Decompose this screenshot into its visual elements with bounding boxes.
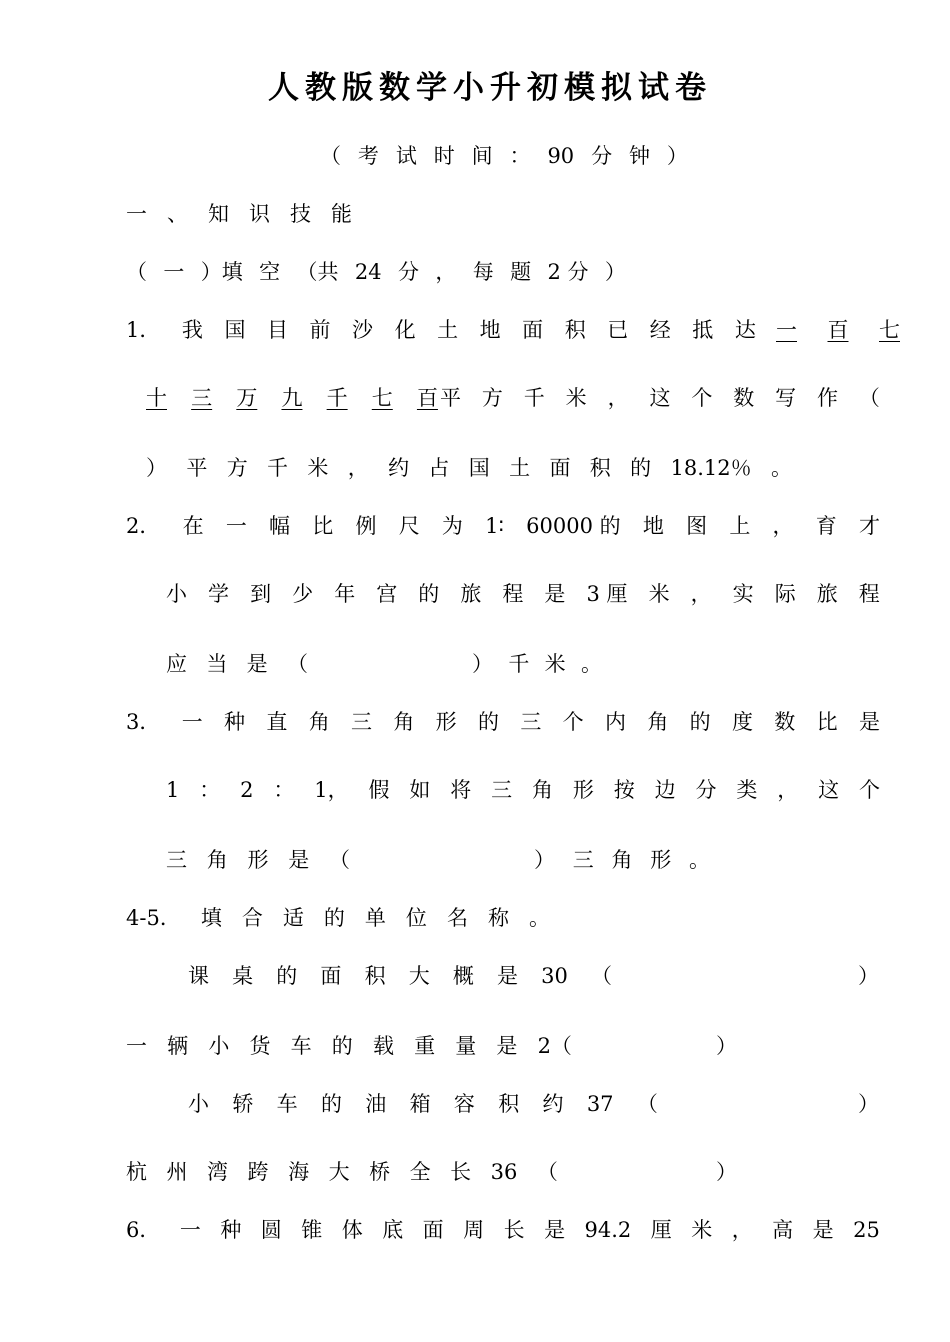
text-token: 体 [341,1218,363,1242]
text-token: 圆 [260,1218,282,1242]
text-token: 空 [259,260,281,284]
text-token: 应 [166,652,187,676]
text-token: 实 [732,582,754,606]
text-token: 量 [455,1034,477,1058]
text-token: 程 [858,582,880,606]
text-token: ） [472,652,493,676]
text-token: 的 [418,582,440,606]
text-token: 的 [320,1092,342,1116]
text-token: 2（ [537,1034,572,1058]
question-4-5-item-c [188,1088,658,1118]
text-token: 一 [776,318,797,342]
text-token: 类 [736,778,758,802]
text-token: 个 [691,386,713,410]
question-1-line-2 [440,382,880,412]
text-token: 程 [502,582,524,606]
text-token: ） [534,848,555,872]
text-token: 例 [355,514,377,538]
text-token: 角 [308,710,330,734]
text-token: 米 [648,582,670,606]
text-token: 桥 [369,1160,391,1184]
text-token: （共 [296,260,339,284]
text-token: 90 [547,144,575,168]
question-2-line-3-after-blank [472,648,602,678]
exam-duration [320,140,688,170]
text-token: 角 [206,848,228,872]
text-token: 试 [395,144,417,168]
text-token: 杭 [126,1160,147,1184]
text-token: 少 [292,582,314,606]
text-token: 三 [520,710,542,734]
text-token: 三 [572,848,594,872]
text-token: 我 [181,318,203,342]
text-token: （ [329,848,350,872]
question-1-underlined-number-part-2 [146,382,438,412]
text-token: ） [604,260,626,284]
text-token: 千 [523,386,545,410]
text-token: 的 [331,1034,353,1058]
text-token: 分 [397,260,419,284]
text-token: 轿 [232,1092,254,1116]
text-token: ， [435,260,457,284]
text-token: ， [607,386,629,410]
text-token: 千 [326,386,348,410]
text-token: 面 [522,318,544,342]
question-4-5-item-b [126,1030,572,1060]
text-token: （ [126,260,147,284]
text-token: 比 [816,710,838,734]
text-token: 位 [405,906,427,930]
text-token: 底 [382,1218,404,1242]
text-token: 育 [815,514,837,538]
text-token: 60000 的 [526,514,621,538]
text-token: 占 [428,456,450,480]
text-token: 面 [549,456,571,480]
text-token: 方 [481,386,503,410]
text-token: 地 [479,318,501,342]
text-token: 每 [472,260,494,284]
text-token: 地 [642,514,664,538]
text-token: 分 [695,778,717,802]
text-token: 大 [328,1160,350,1184]
question-4-5-item-a [188,960,612,990]
text-token: 在 [182,514,204,538]
text-token: 钟 [628,144,650,168]
text-token: 2 [240,778,254,802]
text-token: 载 [372,1034,394,1058]
text-token: 种 [224,710,246,734]
text-token: 形 [650,848,672,872]
text-token: 积 [564,318,586,342]
text-token: 长 [503,1218,525,1242]
text-token: 知 [208,202,229,226]
question-4-5-item-d [126,1156,558,1186]
text-token: 1 [166,778,180,802]
text-token: 题 [510,260,532,284]
question-4-5-item-c-close: ） [858,1092,879,1116]
text-token: 2 分 [547,260,589,284]
question-6-line-1 [126,1214,880,1244]
text-token: 一 [126,1034,147,1058]
text-token: 积 [589,456,611,480]
text-token: 写 [775,386,797,410]
text-token: 假 [368,778,390,802]
text-token: 37 [586,1092,614,1116]
text-token: 锥 [301,1218,323,1242]
question-3-line-1 [126,706,880,736]
text-token: 。 [689,848,710,872]
text-token: 土 [437,318,459,342]
text-token: 米 [565,386,587,410]
text-token: 是 [858,710,880,734]
text-token: 尺 [398,514,420,538]
text-token: ， [731,1218,753,1242]
text-token: 角 [532,778,553,802]
text-token: 识 [249,202,270,226]
text-token: 概 [452,964,474,988]
text-token: 单 [364,906,386,930]
section-heading [126,198,352,228]
text-token: 面 [422,1218,444,1242]
text-token: （ [536,1160,558,1184]
text-token: 厘 [650,1218,672,1242]
text-token: 土 [509,456,531,480]
question-1-line-1 [126,314,756,344]
text-token: （ [858,386,880,410]
text-token: ： [199,778,221,802]
text-token: 才 [858,514,880,538]
text-token: 米 [307,456,329,480]
text-token: 目 [266,318,288,342]
text-token: 十 [146,386,167,410]
text-token: 油 [365,1092,387,1116]
text-token: 是 [246,652,268,676]
text-token: 的 [630,456,652,480]
text-token: 2． [126,514,161,538]
text-token: ， [772,514,794,538]
text-token: 18.12％ [670,456,752,480]
text-token: 小 [166,582,187,606]
text-token: ， [347,456,369,480]
text-token: 年 [334,582,356,606]
text-token: 旅 [816,582,838,606]
text-token: 海 [288,1160,310,1184]
text-token: 数 [733,386,755,410]
text-token: 一 [163,260,185,284]
text-token: 学 [208,582,230,606]
text-token: 州 [166,1160,188,1184]
exam-title: 人教版数学小升初模拟试卷 [268,70,712,106]
text-token: 沙 [352,318,374,342]
text-token: （ [591,964,612,988]
question-4-5-item-b-close: ） [716,1034,737,1058]
text-token: 周 [463,1218,485,1242]
text-token: 小 [208,1034,230,1058]
text-token: 边 [654,778,676,802]
text-token: 按 [613,778,635,802]
text-token: 一 [181,710,203,734]
text-token: ， [777,778,799,802]
text-token: 幅 [269,514,291,538]
text-token: 大 [408,964,430,988]
question-2-line-2 [166,578,880,608]
text-token: 是 [544,582,566,606]
text-token: 是 [812,1218,834,1242]
text-token: 这 [649,386,671,410]
text-token: 国 [224,318,246,342]
text-token: ） [666,144,688,168]
text-token: 积 [364,964,386,988]
text-token: 一 [225,514,247,538]
text-token: 3． [126,710,161,734]
text-token: 时 [433,144,455,168]
text-token: 抵 [692,318,714,342]
text-token: 平 [186,456,208,480]
text-token: 货 [249,1034,271,1058]
text-token: 个 [562,710,584,734]
text-token: 。 [770,456,792,480]
text-token: 当 [206,652,228,676]
text-token: 旅 [460,582,482,606]
text-token: 图 [686,514,708,538]
text-token: 米 [691,1218,713,1242]
text-token: 、 [167,202,188,226]
text-token: 填 [200,906,222,930]
text-token: 种 [220,1218,242,1242]
text-token: （ [320,144,341,168]
question-4-5-heading [126,902,550,932]
text-token: 36 [490,1160,518,1184]
question-1-underlined-number-part-1 [776,314,900,344]
text-token: 形 [435,710,457,734]
text-token: ： [509,144,531,168]
text-token: 际 [774,582,796,606]
text-token: 国 [468,456,490,480]
text-token: 化 [394,318,416,342]
text-token: 个 [859,778,880,802]
text-token: ） [146,456,167,480]
text-token: 百 [416,386,438,410]
text-token: 经 [649,318,671,342]
text-token: 。 [580,652,602,676]
text-token: 适 [282,906,304,930]
text-token: ： [273,778,295,802]
text-token: 一 [179,1218,201,1242]
text-token: 积 [498,1092,520,1116]
text-token: 方 [226,456,248,480]
text-token: 平 [440,386,461,410]
text-token: 七 [879,318,900,342]
text-token: 形 [572,778,594,802]
text-token: 七 [371,386,393,410]
question-1-line-3 [146,452,792,482]
text-token: 的 [323,906,345,930]
text-token: 湾 [207,1160,229,1184]
text-token: 如 [409,778,431,802]
text-token: 是 [496,964,518,988]
text-token: 已 [607,318,629,342]
text-token: 1∶ [485,514,504,538]
text-token: 容 [453,1092,475,1116]
text-token: 技 [290,202,311,226]
text-token: 考 [357,144,379,168]
question-4-5-item-d-close: ） [716,1160,737,1184]
text-token: 24 [354,260,382,284]
text-token: 三 [491,778,513,802]
text-token: 30 [541,964,568,988]
question-3-line-3-after-blank [534,844,710,874]
text-token: 将 [450,778,472,802]
text-token: 百 [827,318,849,342]
text-token: 宫 [376,582,398,606]
text-token: 能 [331,202,352,226]
text-token: 的 [276,964,298,988]
text-token: 合 [241,906,263,930]
text-token: 重 [414,1034,436,1058]
text-token: 三 [191,386,213,410]
text-token: 到 [250,582,272,606]
text-token: 作 [817,386,839,410]
text-token: 车 [276,1092,298,1116]
question-4-5-item-a-close: ） [858,964,879,988]
text-token: 米 [544,652,566,676]
question-2-line-3-before-blank [166,648,308,678]
text-token: 数 [774,710,796,734]
text-token: 度 [731,710,753,734]
text-token: 约 [542,1092,564,1116]
text-token: 的 [478,710,499,734]
text-token: 全 [409,1160,431,1184]
text-token: 约 [388,456,410,480]
text-token: 称 [487,906,509,930]
text-token: 角 [611,848,633,872]
text-token: 课 [188,964,209,988]
text-token: 面 [320,964,342,988]
text-token: 内 [604,710,626,734]
text-token: 角 [393,710,415,734]
text-token: 名 [446,906,468,930]
text-token: 6． [126,1218,161,1242]
text-token: 这 [818,778,840,802]
text-token: 为 [441,514,463,538]
text-token: 形 [247,848,269,872]
text-token: 桌 [232,964,254,988]
question-2-line-1 [126,510,880,540]
text-token: （ [286,652,308,676]
text-token: 间 [471,144,493,168]
text-token: 三 [166,848,187,872]
text-token: 万 [236,386,258,410]
text-token: ）填 [200,260,243,284]
part-heading [126,256,626,286]
text-token: 千 [508,652,530,676]
text-token: 跨 [247,1160,269,1184]
text-token: 4-5． [126,906,181,930]
text-token: ， [690,582,712,606]
text-token: 分 [591,144,613,168]
text-token: 三 [351,710,373,734]
text-token: 角 [647,710,669,734]
text-token: 上 [729,514,751,538]
text-token: 3 厘 [586,582,628,606]
text-token: 。 [528,906,550,930]
text-token: 千 [267,456,289,480]
text-token: 长 [450,1160,472,1184]
question-3-line-3-before-blank [166,844,350,874]
text-token: 94.2 [584,1218,632,1242]
text-token: 车 [290,1034,312,1058]
text-token: 达 [734,318,756,342]
text-token: 小 [188,1092,209,1116]
text-token: 比 [312,514,334,538]
text-token: 高 [772,1218,794,1242]
text-token: 25 [853,1218,880,1242]
text-token: 1， [314,778,349,802]
text-token: 是 [496,1034,518,1058]
question-3-line-2 [166,774,880,804]
text-token: 前 [309,318,331,342]
text-token: （ [636,1092,658,1116]
text-token: 1． [126,318,161,342]
text-token: 箱 [409,1092,431,1116]
text-token: 一 [126,202,147,226]
text-token: 是 [544,1218,566,1242]
text-token: 九 [281,386,303,410]
text-token: 的 [689,710,711,734]
text-token: 辆 [167,1034,189,1058]
text-token: 直 [266,710,288,734]
text-token: 是 [288,848,310,872]
